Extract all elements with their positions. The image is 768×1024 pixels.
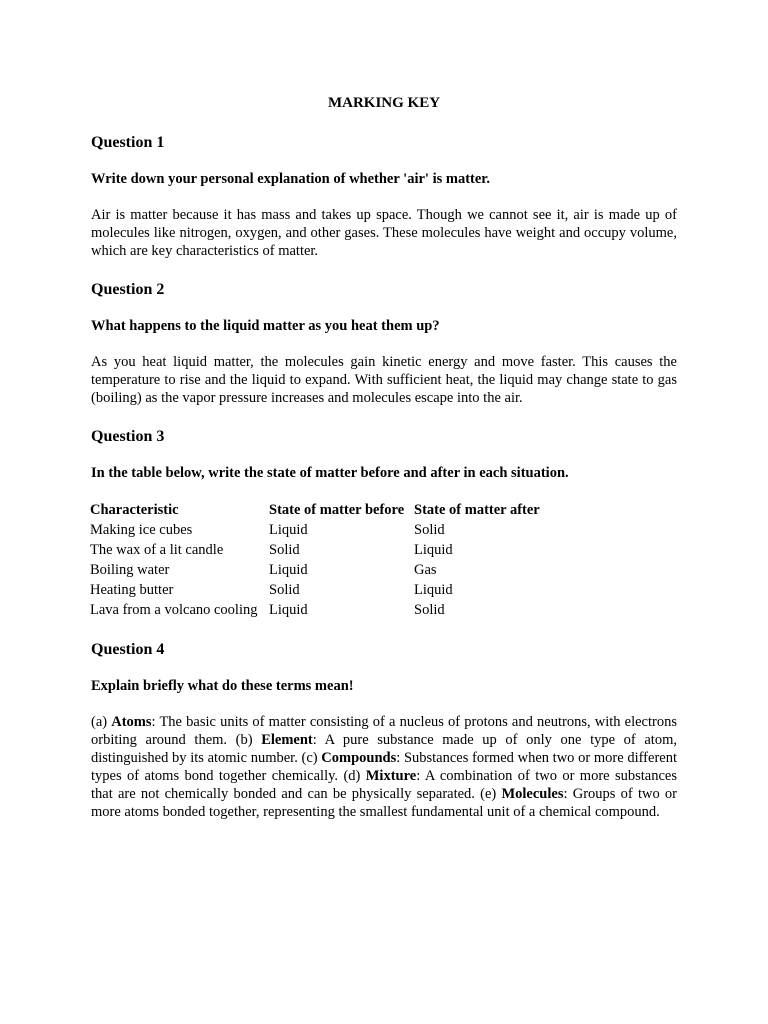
- term-d-definition: : A combination of two or more substances that are not chemically bonded and can be physically separated.: [91, 768, 677, 802]
- question-2-prompt: What happens to the liquid matter as you heat them up?: [91, 318, 440, 334]
- table-cell: Gas: [414, 562, 437, 578]
- table-cell: Lava from a volcano cooling: [90, 602, 258, 618]
- table-cell: Solid: [414, 522, 445, 538]
- term-a-prefix: (a): [91, 714, 112, 730]
- table-cell: Liquid: [269, 602, 308, 618]
- term-e-prefix: (e): [480, 786, 502, 802]
- question-1-heading: Question 1: [91, 134, 165, 151]
- question-3-heading: Question 3: [91, 428, 165, 445]
- term-a-atoms: Atoms: [111, 714, 152, 730]
- table-row: [90, 520, 554, 540]
- term-a-definition: : The basic units of matter consisting of a nucleus of protons and neutrons, with electrons orbiting around them.: [91, 714, 677, 748]
- question-4-prompt: Explain briefly what do these terms mean!: [91, 678, 354, 694]
- table-cell: Solid: [414, 602, 445, 618]
- term-c-compounds: Compounds: [321, 750, 397, 766]
- question-4-heading: Question 4: [91, 641, 165, 658]
- question-2-answer: As you heat liquid matter, the molecules gain kinetic energy and move faster. This causes the temperature to rise and the liquid to expand. With sufficient heat, the liquid may change state to gas (boiling) as the vapor pressure increases and molecules escape into the air.: [91, 354, 677, 406]
- table-cell: Liquid: [269, 522, 308, 538]
- document-content: [91, 94, 677, 841]
- table-row: [90, 560, 554, 580]
- term-e-molecules: Molecules: [501, 786, 564, 802]
- column-header-characteristic: Characteristic: [90, 502, 179, 518]
- table-row: [90, 540, 554, 560]
- column-header-after: State of matter after: [414, 502, 540, 518]
- table-cell: Liquid: [269, 562, 308, 578]
- term-c-definition: : Substances formed when two or more different types of atoms bond together chemically.: [91, 750, 677, 784]
- table-cell: Heating butter: [90, 582, 174, 598]
- question-1-answer: Air is matter because it has mass and takes up space. Though we cannot see it, air is made up of molecules like nitrogen, oxygen, and other gases. These molecules have weight and occupy volume, which are key characteristics of matter.: [91, 207, 677, 259]
- term-c-prefix: (c): [301, 750, 322, 766]
- term-d-prefix: (d): [343, 768, 366, 784]
- table-cell: Boiling water: [90, 562, 170, 578]
- table-cell: Solid: [269, 542, 300, 558]
- term-b-element: Element: [261, 732, 313, 748]
- question-1-prompt: Write down your personal explanation of whether 'air' is matter.: [91, 171, 491, 187]
- table-cell: The wax of a lit candle: [90, 542, 224, 558]
- term-b-definition: : A pure substance made up of only one type of atom, distinguished by its atomic number.: [91, 732, 677, 766]
- table-row: [90, 600, 554, 620]
- question-3-prompt: In the table below, write the state of matter before and after in each situation.: [91, 465, 569, 481]
- table-header-row: [90, 500, 554, 520]
- table-row: [90, 580, 554, 600]
- table-cell: Solid: [269, 582, 300, 598]
- term-d-mixture: Mixture: [365, 768, 417, 784]
- states-table: [90, 500, 554, 620]
- question-2-heading: Question 2: [91, 281, 165, 298]
- table-cell: Liquid: [414, 582, 453, 598]
- table-cell: Making ice cubes: [90, 522, 193, 538]
- question-4-answer: [91, 713, 677, 821]
- document-title: MARKING KEY: [327, 95, 441, 111]
- table-cell: Liquid: [414, 542, 453, 558]
- term-e-definition: : Groups of two or more atoms bonded together, representing the smallest fundamental unit of a chemical compound.: [91, 786, 677, 820]
- column-header-before: State of matter before: [269, 502, 405, 518]
- term-b-prefix: (b): [235, 732, 262, 748]
